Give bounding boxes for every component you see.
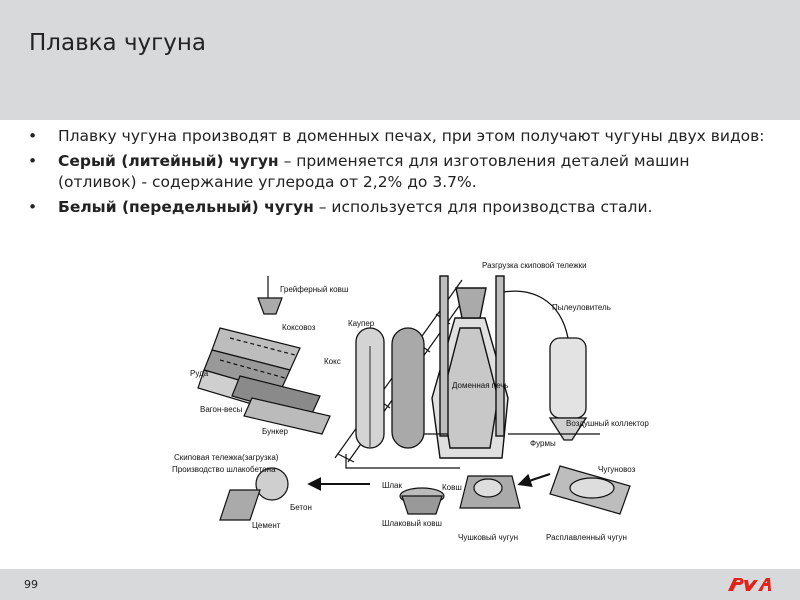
label-blast-furnace: Доменная печь bbox=[452, 381, 509, 390]
blast-furnace-diagram bbox=[160, 258, 649, 570]
label-tuyeres: Фурмы bbox=[530, 439, 556, 448]
label-skip-car: Скиповая тележка(загрузка) bbox=[174, 453, 279, 462]
bullet-bold: Белый (передельный) чугун bbox=[58, 198, 314, 216]
label-molten-iron: Расплавленный чугун bbox=[546, 533, 627, 542]
label-skip-unload: Разгрузка скиповой тележки bbox=[482, 261, 587, 270]
bullet-dot: • bbox=[28, 198, 38, 216]
blast-furnace bbox=[432, 276, 508, 458]
header-band bbox=[0, 0, 800, 120]
label-slag-concrete: Производство шлакобетона bbox=[172, 465, 276, 474]
label-concrete: Бетон bbox=[290, 503, 312, 512]
label-dust-catcher: Пылеуловитель bbox=[552, 303, 611, 312]
label-pig-iron: Чушковый чугун bbox=[458, 533, 518, 542]
label-cowper: Каупер bbox=[348, 319, 375, 328]
label-ladle: Ковш bbox=[442, 483, 462, 492]
bullet-item bbox=[28, 126, 768, 147]
bullet-text: – применяется для изготовления деталей машин (отливок) - содержание углерода от 2,2% до 3.7%. bbox=[58, 152, 690, 191]
grab-bucket bbox=[258, 276, 282, 314]
bullet-dot: • bbox=[28, 152, 38, 170]
dust-catcher bbox=[504, 291, 586, 440]
bullet-item bbox=[28, 197, 768, 218]
label-grab-bucket: Грейферный ковш bbox=[280, 285, 349, 294]
slag-concrete-unit bbox=[220, 468, 288, 520]
bullet-text: Плавку чугуна производят в доменных печах, при этом получают чугуны двух видов: bbox=[58, 127, 765, 145]
bullet-dot: • bbox=[28, 127, 38, 145]
raw-material-bins bbox=[198, 328, 330, 434]
bullet-item bbox=[28, 151, 768, 193]
label-weigh-car: Вагон-весы bbox=[200, 405, 243, 414]
label-coke-car: Коксовоз bbox=[282, 323, 316, 332]
label-slag-ladle: Шлаковый ковш bbox=[382, 519, 442, 528]
label-ore: Руда bbox=[190, 369, 209, 378]
bullet-text: – используется для производства стали. bbox=[313, 198, 653, 216]
cowper-stoves bbox=[356, 328, 424, 448]
label-bunker: Бункер bbox=[262, 427, 288, 436]
label-coke: Кокс bbox=[324, 357, 341, 366]
label-cement: Цемент bbox=[252, 521, 281, 530]
bullet-list bbox=[28, 126, 768, 222]
label-air-collector: Воздушный коллектор bbox=[566, 419, 649, 428]
footer-band bbox=[0, 569, 800, 600]
slide-title: Плавка чугуна bbox=[29, 30, 206, 56]
label-iron-car: Чугуновоз bbox=[598, 465, 636, 474]
bullet-bold: Серый (литейный) чугун bbox=[58, 152, 279, 170]
pig-iron-machine bbox=[460, 476, 520, 508]
rzd-logo-icon bbox=[726, 574, 772, 594]
slag-ladle bbox=[400, 488, 444, 514]
page-number: 99 bbox=[24, 578, 38, 591]
label-slag: Шлак bbox=[382, 481, 402, 490]
